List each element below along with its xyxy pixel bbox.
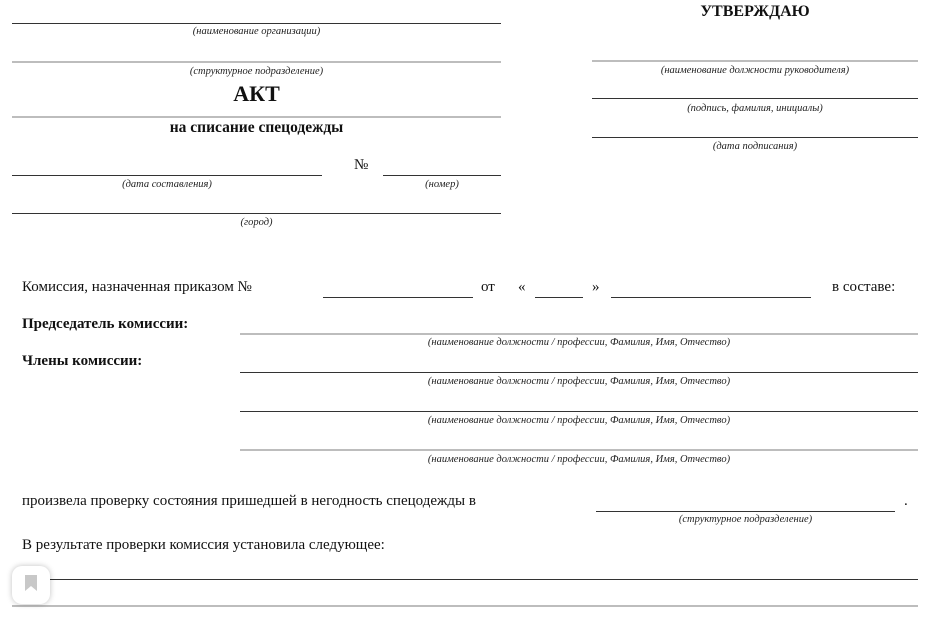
- check-subdivision-caption: (структурное подразделение): [678, 514, 813, 525]
- order-month-year-line[interactable]: [611, 297, 811, 298]
- act-date-caption: (дата составления): [122, 179, 212, 190]
- bookmark-icon: [24, 574, 38, 597]
- act-title-underline: [12, 116, 501, 118]
- member-2-caption: (наименование должности / профессии, Фамилия, Имя, Отчество): [427, 415, 731, 426]
- quote-close: »: [592, 279, 600, 295]
- member-3-line[interactable]: [240, 449, 918, 451]
- member-3-caption: (наименование должности / профессии, Фамилия, Имя, Отчество): [427, 454, 731, 465]
- quote-open: «: [518, 279, 526, 295]
- commission-composition: в составе:: [832, 279, 896, 295]
- result-text: В результате проверки комиссия установила следующее:: [22, 537, 385, 553]
- result-line-1[interactable]: [12, 579, 918, 580]
- chairman-label: Председатель комиссии:: [22, 316, 189, 332]
- act-title: АКТ: [233, 81, 280, 106]
- approver-position-caption: (наименование должности руководителя): [660, 65, 850, 76]
- bookmark-button[interactable]: [12, 566, 50, 604]
- result-line-2[interactable]: [12, 605, 918, 607]
- approver-position-line[interactable]: [592, 60, 918, 62]
- approver-signature-line[interactable]: [592, 98, 918, 99]
- subdivision-caption: (структурное подразделение): [189, 66, 324, 77]
- check-text: произвела проверку состояния пришедшей в негодность спецодежды в: [22, 493, 476, 509]
- chairman-line[interactable]: [240, 333, 918, 335]
- org-name-line[interactable]: [12, 23, 501, 24]
- commission-intro: Комиссия, назначенная приказом №: [22, 279, 252, 295]
- commission-from: от: [481, 279, 495, 295]
- member-1-line[interactable]: [240, 372, 918, 373]
- order-number-line[interactable]: [323, 297, 473, 298]
- members-label: Члены комиссии:: [22, 353, 143, 369]
- act-date-line[interactable]: [12, 175, 322, 176]
- subdivision-line[interactable]: [12, 61, 501, 63]
- city-caption: (город): [240, 217, 273, 228]
- signing-date-caption: (дата подписания): [712, 141, 798, 152]
- check-period: .: [904, 493, 908, 509]
- order-day-line[interactable]: [535, 297, 583, 298]
- check-subdivision-line[interactable]: [596, 511, 895, 512]
- org-name-caption: (наименование организации): [192, 26, 321, 37]
- number-sign: №: [354, 157, 369, 173]
- act-number-line[interactable]: [383, 175, 501, 176]
- approver-signature-caption: (подпись, фамилия, инициалы): [687, 103, 823, 114]
- act-number-caption: (номер): [425, 179, 459, 190]
- member-2-line[interactable]: [240, 411, 918, 412]
- signing-date-line[interactable]: [592, 137, 918, 138]
- chairman-caption: (наименование должности / профессии, Фамилия, Имя, Отчество): [427, 337, 731, 348]
- member-1-caption: (наименование должности / профессии, Фамилия, Имя, Отчество): [427, 376, 731, 387]
- city-line[interactable]: [12, 213, 501, 214]
- approve-title: УТВЕРЖДАЮ: [700, 3, 810, 20]
- act-subtitle: на списание спецодежды: [169, 119, 344, 136]
